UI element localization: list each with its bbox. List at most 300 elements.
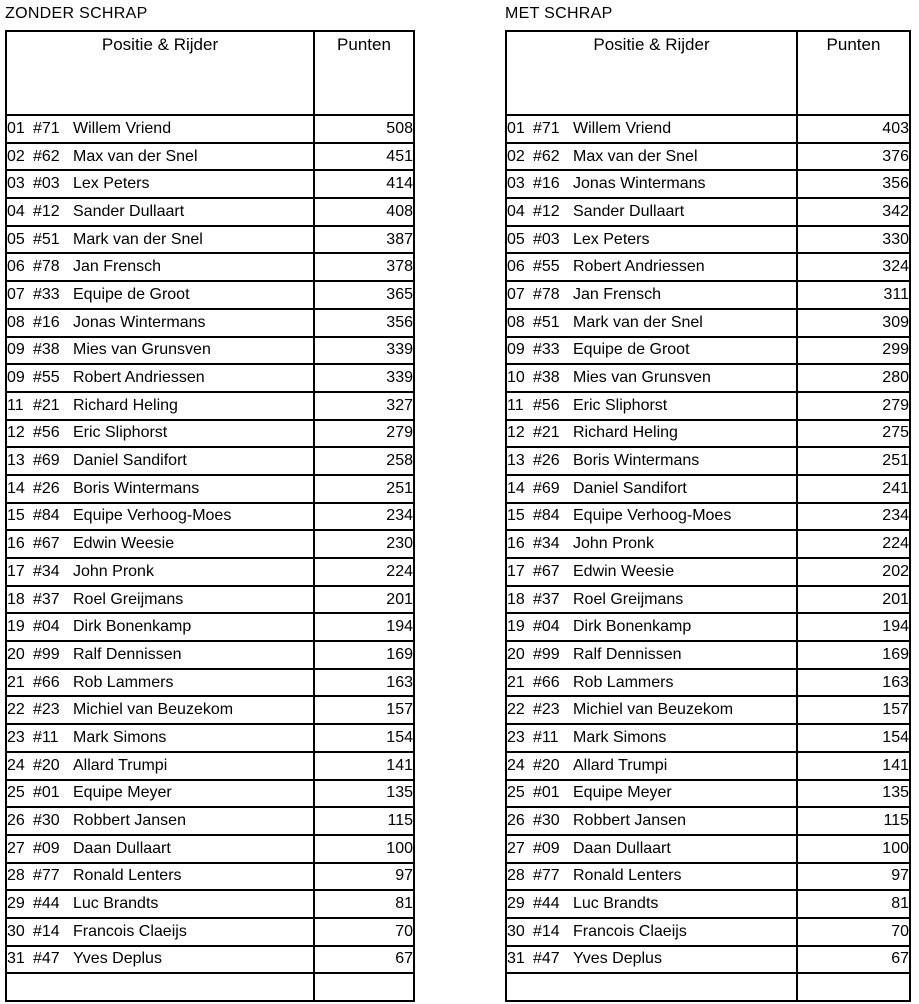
table-row (6, 613, 414, 641)
position-label: 30 (7, 922, 25, 940)
rider-name-label: Michiel van Beuzekom (73, 701, 234, 719)
position-label: 29 (7, 895, 25, 913)
position-label: 12 (507, 424, 525, 442)
table-row (506, 890, 910, 918)
rider-cell (6, 281, 314, 309)
table-row (506, 115, 910, 143)
car-number-label: #99 (33, 645, 60, 663)
rider-name-label: Jonas Wintermans (573, 175, 706, 193)
points-value: 157 (797, 696, 910, 724)
car-number-label: #78 (33, 258, 60, 276)
rider-name-label: Lex Peters (573, 230, 650, 248)
position-label: 01 (507, 119, 525, 137)
rider-name-label: Mies van Grunsven (573, 369, 711, 387)
points-value: 100 (314, 835, 414, 863)
table-row (506, 752, 910, 780)
rider-name-label: Daan Dullaart (573, 839, 671, 857)
rider-cell (506, 281, 797, 309)
position-label: 16 (507, 535, 525, 553)
car-number-label: #38 (533, 369, 560, 387)
position-label: 09 (7, 341, 25, 359)
rider-name-label: Ralf Dennissen (573, 645, 682, 663)
car-number-label: #71 (33, 119, 60, 137)
points-value: 169 (314, 641, 414, 669)
position-label: 14 (507, 479, 525, 497)
rider-name-label: Willem Vriend (573, 119, 672, 137)
rider-name-label: Jonas Wintermans (73, 313, 206, 331)
car-number-label: #67 (33, 535, 60, 553)
table-row (506, 835, 910, 863)
position-label: 20 (7, 645, 25, 663)
rider-cell (6, 890, 314, 918)
position-label: 03 (507, 175, 525, 193)
points-value: 154 (314, 724, 414, 752)
car-number-label: #30 (33, 812, 60, 830)
points-value (314, 973, 414, 1001)
rider-name-label: Rob Lammers (73, 673, 174, 691)
rider-cell (6, 115, 314, 143)
position-label: 21 (507, 673, 525, 691)
rider-cell (6, 724, 314, 752)
rider-name-label: Robbert Jansen (73, 812, 186, 830)
car-number-label: #11 (533, 728, 559, 746)
table-row (506, 503, 910, 531)
car-number-label: #84 (533, 507, 560, 525)
rider-cell (506, 530, 797, 558)
points-value: 202 (797, 558, 910, 586)
rider-name-label: Ronald Lenters (573, 867, 682, 885)
table-row (506, 364, 910, 392)
position-label: 07 (507, 285, 525, 303)
car-number-label: #26 (33, 479, 60, 497)
car-number-label: #04 (533, 618, 560, 636)
rider-cell (506, 420, 797, 448)
points-table (505, 30, 911, 1002)
rider-cell (506, 226, 797, 254)
car-number-label: #04 (33, 618, 60, 636)
points-value: 408 (314, 198, 414, 226)
rider-name-label: Robbert Jansen (573, 812, 686, 830)
rider-cell (6, 558, 314, 586)
points-value: 280 (797, 364, 910, 392)
table-row (506, 198, 910, 226)
rider-cell (506, 613, 797, 641)
points-value: 201 (797, 586, 910, 614)
points-value: 115 (797, 807, 910, 835)
table-row (6, 226, 414, 254)
points-value: 258 (314, 447, 414, 475)
position-label: 09 (7, 369, 25, 387)
table-row (506, 669, 910, 697)
rider-cell (506, 669, 797, 697)
position-label: 26 (507, 812, 525, 830)
position-label: 06 (7, 258, 25, 276)
points-value: 81 (314, 890, 414, 918)
rider-name-label: Jan Frensch (73, 258, 162, 276)
rider-cell (506, 115, 797, 143)
rider-name-label: Sander Dullaart (73, 202, 185, 220)
points-value: 141 (797, 752, 910, 780)
car-number-label: #44 (33, 895, 60, 913)
table-row (506, 586, 910, 614)
rider-cell (506, 973, 797, 1001)
standings-table-met-schrap (505, 3, 911, 1002)
rider-cell (6, 669, 314, 697)
car-number-label: #12 (33, 202, 60, 220)
car-number-label: #16 (33, 313, 60, 331)
car-number-label: #47 (33, 950, 60, 968)
rider-name-label: Robert Andriessen (573, 258, 705, 276)
position-label: 24 (7, 756, 25, 774)
points-value: 163 (314, 669, 414, 697)
rider-cell (506, 170, 797, 198)
points-value: 230 (314, 530, 414, 558)
header-row (6, 31, 414, 115)
rider-name-label: Roel Greijmans (73, 590, 184, 608)
table-row (506, 281, 910, 309)
points-value: 311 (797, 281, 910, 309)
position-label: 12 (7, 424, 25, 442)
position-label: 20 (507, 645, 525, 663)
points-value: 70 (797, 918, 910, 946)
table-row (6, 475, 414, 503)
rider-cell (506, 696, 797, 724)
table-row (506, 973, 910, 1001)
rider-name-label: Eric Sliphorst (573, 396, 668, 414)
points-value: 67 (314, 946, 414, 974)
table-row (6, 198, 414, 226)
car-number-label: #51 (533, 313, 560, 331)
rider-cell (506, 503, 797, 531)
table-row (506, 724, 910, 752)
rider-cell (506, 558, 797, 586)
car-number-label: #51 (33, 230, 60, 248)
rider-cell (6, 613, 314, 641)
position-label: 06 (507, 258, 525, 276)
points-value: 241 (797, 475, 910, 503)
rider-cell (506, 890, 797, 918)
rider-name-label: Willem Vriend (73, 119, 172, 137)
rider-cell (506, 780, 797, 808)
rider-name-label: Boris Wintermans (73, 479, 200, 497)
position-label: 31 (507, 950, 525, 968)
points-value: 309 (797, 309, 910, 337)
points-value: 97 (314, 863, 414, 891)
car-number-label: #66 (33, 673, 60, 691)
car-number-label: #84 (33, 507, 60, 525)
car-number-label: #77 (533, 867, 560, 885)
position-label: 13 (7, 452, 25, 470)
rider-name-label: Francois Claeijs (73, 922, 187, 940)
position-label: 17 (507, 562, 525, 580)
points-value: 356 (314, 309, 414, 337)
rider-name-label: Equipe Meyer (73, 784, 172, 802)
car-number-label: #03 (533, 230, 560, 248)
car-number-label: #69 (33, 452, 60, 470)
table-row (6, 835, 414, 863)
rider-cell (506, 752, 797, 780)
points-value: 279 (797, 392, 910, 420)
rider-cell (506, 807, 797, 835)
position-label: 08 (507, 313, 525, 331)
table-row (6, 309, 414, 337)
car-number-label: #78 (533, 285, 560, 303)
rider-cell (506, 364, 797, 392)
rider-cell (6, 309, 314, 337)
table-row (6, 558, 414, 586)
position-label: 17 (7, 562, 25, 580)
position-label: 18 (507, 590, 525, 608)
rider-cell (6, 973, 314, 1001)
points-value: 67 (797, 946, 910, 974)
points-value: 339 (314, 337, 414, 365)
table-row (506, 946, 910, 974)
points-value: 234 (314, 503, 414, 531)
points-value: 234 (797, 503, 910, 531)
car-number-label: #56 (33, 424, 60, 442)
points-value: 356 (797, 170, 910, 198)
points-value: 194 (797, 613, 910, 641)
table-row (6, 170, 414, 198)
points-value: 81 (797, 890, 910, 918)
position-label: 18 (7, 590, 25, 608)
points-value (797, 973, 910, 1001)
rider-cell (6, 364, 314, 392)
rider-name-label: Mark van der Snel (73, 230, 203, 248)
table-row (506, 863, 910, 891)
points-value: 135 (797, 780, 910, 808)
points-value: 115 (314, 807, 414, 835)
table-row (506, 170, 910, 198)
rider-name-label: Luc Brandts (73, 895, 159, 913)
car-number-label: #20 (33, 756, 60, 774)
rider-name-label: Roel Greijmans (573, 590, 684, 608)
rider-cell (6, 198, 314, 226)
points-value: 451 (314, 143, 414, 171)
rider-name-label: Equipe Verhoog-Moes (573, 507, 732, 525)
position-label: 11 (507, 396, 524, 414)
rider-name-label: Edwin Weesie (73, 535, 175, 553)
rider-cell (506, 143, 797, 171)
rider-name-label: Francois Claeijs (573, 922, 687, 940)
rider-name-label: Equipe de Groot (573, 341, 690, 359)
rider-cell (6, 835, 314, 863)
points-value: 275 (797, 420, 910, 448)
table-row (6, 946, 414, 974)
position-label: 02 (507, 147, 525, 165)
car-number-label: #55 (533, 258, 560, 276)
car-number-label: #62 (533, 147, 560, 165)
column-header-points: Punten (797, 31, 910, 115)
rider-cell (6, 447, 314, 475)
position-label: 03 (7, 175, 25, 193)
rider-name-label: Eric Sliphorst (73, 424, 168, 442)
car-number-label: #62 (33, 147, 60, 165)
rider-cell (6, 807, 314, 835)
rider-cell (6, 392, 314, 420)
table-row (6, 973, 414, 1001)
position-label: 11 (7, 396, 24, 414)
position-label: 27 (507, 839, 525, 857)
table-row (506, 392, 910, 420)
car-number-label: #30 (533, 812, 560, 830)
points-value: 339 (314, 364, 414, 392)
points-value: 169 (797, 641, 910, 669)
rider-name-label: Lex Peters (73, 175, 150, 193)
table-row (6, 780, 414, 808)
table-row (6, 863, 414, 891)
table-row (6, 447, 414, 475)
position-label: 09 (507, 341, 525, 359)
table-row (6, 392, 414, 420)
table-row (6, 752, 414, 780)
position-label: 05 (507, 230, 525, 248)
rider-name-label: Boris Wintermans (573, 452, 700, 470)
rider-cell (506, 475, 797, 503)
car-number-label: #37 (33, 590, 60, 608)
position-label: 22 (507, 701, 525, 719)
rider-name-label: Sander Dullaart (573, 202, 685, 220)
rider-name-label: Allard Trumpi (73, 756, 168, 774)
rider-cell (506, 309, 797, 337)
car-number-label: #01 (33, 784, 60, 802)
rider-name-label: Equipe Verhoog-Moes (73, 507, 232, 525)
rider-name-label: Max van der Snel (573, 147, 698, 165)
rider-cell (6, 752, 314, 780)
points-value: 201 (314, 586, 414, 614)
points-value: 376 (797, 143, 910, 171)
rider-name-label: Richard Heling (73, 396, 178, 414)
position-label: 14 (7, 479, 25, 497)
rider-cell (6, 863, 314, 891)
rider-name-label: Michiel van Beuzekom (573, 701, 734, 719)
points-value: 365 (314, 281, 414, 309)
column-header-rider: Positie & Rijder (6, 31, 314, 115)
points-value: 224 (797, 530, 910, 558)
points-value: 387 (314, 226, 414, 254)
position-label: 07 (7, 285, 25, 303)
points-value: 163 (797, 669, 910, 697)
points-value: 251 (797, 447, 910, 475)
position-label: 25 (507, 784, 525, 802)
rider-cell (506, 392, 797, 420)
rider-cell (6, 780, 314, 808)
car-number-label: #23 (33, 701, 60, 719)
table-row (6, 890, 414, 918)
points-value: 508 (314, 115, 414, 143)
points-value: 97 (797, 863, 910, 891)
points-value: 414 (314, 170, 414, 198)
rider-cell (6, 253, 314, 281)
table-row (506, 530, 910, 558)
position-label: 21 (7, 673, 25, 691)
header-row (506, 31, 910, 115)
table-row (6, 807, 414, 835)
rider-cell (6, 420, 314, 448)
position-label: 23 (507, 728, 525, 746)
position-label: 27 (7, 839, 25, 857)
table-row (506, 226, 910, 254)
rider-name-label: Max van der Snel (73, 147, 198, 165)
column-header-rider: Positie & Rijder (506, 31, 797, 115)
rider-name-label: Daan Dullaart (73, 839, 171, 857)
table-row (6, 115, 414, 143)
car-number-label: #11 (33, 728, 59, 746)
points-value: 157 (314, 696, 414, 724)
points-value: 251 (314, 475, 414, 503)
car-number-label: #23 (533, 701, 560, 719)
rider-cell (506, 641, 797, 669)
car-number-label: #37 (533, 590, 560, 608)
table-row (506, 475, 910, 503)
rider-cell (506, 447, 797, 475)
position-label: 15 (507, 507, 525, 525)
table-row (506, 696, 910, 724)
standings-table-zonder-schrap (5, 3, 415, 1002)
car-number-label: #03 (33, 175, 60, 193)
table-title-met-schrap: MET SCHRAP (505, 5, 613, 22)
rider-name-label: Yves Deplus (573, 950, 662, 968)
car-number-label: #56 (533, 396, 560, 414)
rider-name-label: Ronald Lenters (73, 867, 182, 885)
rider-cell (506, 946, 797, 974)
position-label: 28 (507, 867, 525, 885)
table-row (506, 613, 910, 641)
position-label: 01 (7, 119, 25, 137)
rider-cell (6, 641, 314, 669)
car-number-label: #67 (533, 562, 560, 580)
rider-name-label: Robert Andriessen (73, 369, 205, 387)
points-value: 324 (797, 253, 910, 281)
position-label: 28 (7, 867, 25, 885)
position-label: 25 (7, 784, 25, 802)
car-number-label: #20 (533, 756, 560, 774)
rider-name-label: Rob Lammers (573, 673, 674, 691)
position-label: 29 (507, 895, 525, 913)
car-number-label: #14 (33, 922, 60, 940)
position-label: 30 (507, 922, 525, 940)
car-number-label: #99 (533, 645, 560, 663)
car-number-label: #66 (533, 673, 560, 691)
rider-name-label: John Pronk (73, 562, 154, 580)
rider-cell (6, 143, 314, 171)
table-row (506, 420, 910, 448)
rider-name-label: Equipe Meyer (573, 784, 672, 802)
position-label: 05 (7, 230, 25, 248)
car-number-label: #55 (33, 369, 60, 387)
points-value: 330 (797, 226, 910, 254)
car-number-label: #09 (33, 839, 60, 857)
rider-cell (6, 170, 314, 198)
rider-cell (506, 724, 797, 752)
table-row (6, 530, 414, 558)
rider-name-label: Dirk Bonenkamp (73, 618, 192, 636)
points-value: 378 (314, 253, 414, 281)
rider-name-label: Luc Brandts (573, 895, 659, 913)
rider-name-label: Mark van der Snel (573, 313, 703, 331)
table-row (6, 364, 414, 392)
car-number-label: #26 (533, 452, 560, 470)
rider-name-label: Jan Frensch (573, 285, 662, 303)
car-number-label: #34 (533, 535, 560, 553)
table-row (6, 724, 414, 752)
rider-name-label: Equipe de Groot (73, 285, 190, 303)
position-label: 19 (507, 618, 525, 636)
car-number-label: #09 (533, 839, 560, 857)
position-label: 04 (7, 202, 25, 220)
position-label: 26 (7, 812, 25, 830)
points-value: 141 (314, 752, 414, 780)
